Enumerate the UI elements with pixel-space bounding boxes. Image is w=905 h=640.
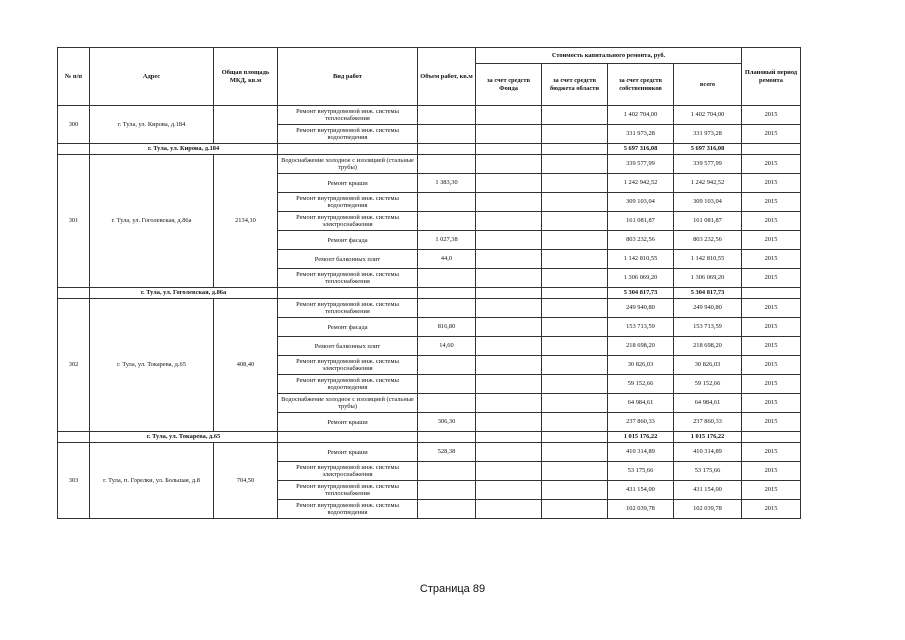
total-cost-cell: 331 973,28 [674,125,742,144]
table-body [58,106,801,519]
subtotal-budget-cell [542,432,608,443]
period-cell: 2015 [742,413,801,432]
subtotal-address-cell: г. Тула, ул. Токарева, д.65 [90,432,278,443]
period-cell: 2015 [742,500,801,519]
period-cell: 2015 [742,299,801,318]
owners-cost-cell: 102 039,78 [608,500,674,519]
subtotal-total-cell: 5 697 316,08 [674,144,742,155]
total-cost-cell: 1 402 704,00 [674,106,742,125]
subtotal-address-cell: г. Тула, ул. Кирова, д.184 [90,144,278,155]
total-cost-cell: 64 984,61 [674,394,742,413]
volume-cell [418,462,476,481]
table-row [58,106,801,125]
address-cell: г. Тула, ул. Гоголевская, д.86а [90,155,214,288]
work-type-cell: Ремонт внутридомовой инж. системы водоотведения [278,193,418,212]
period-cell: 2015 [742,462,801,481]
total-cost-cell: 249 940,80 [674,299,742,318]
total-cost-cell: 431 154,00 [674,481,742,500]
fund-cost-cell [476,413,542,432]
work-type-cell: Водоснабжение холодное с изоляцией (стальные трубы) [278,155,418,174]
fund-cost-cell [476,500,542,519]
fund-cost-cell [476,356,542,375]
budget-cost-cell [542,413,608,432]
fund-cost-cell [476,231,542,250]
total-cost-cell: 161 081,87 [674,212,742,231]
col-header-work-type: Вид работ [278,48,418,106]
owners-cost-cell: 237 860,33 [608,413,674,432]
owners-cost-cell: 309 103,04 [608,193,674,212]
table-row [58,299,801,318]
owners-cost-cell: 53 175,66 [608,462,674,481]
area-cell: 2134,10 [214,155,278,288]
owners-cost-cell: 161 081,87 [608,212,674,231]
budget-cost-cell [542,174,608,193]
budget-cost-cell [542,462,608,481]
col-header-volume: Объем работ, кв.м [418,48,476,106]
subtotal-owners-cell: 5 304 817,73 [608,288,674,299]
volume-cell [418,375,476,394]
volume-cell [418,193,476,212]
budget-cost-cell [542,299,608,318]
total-cost-cell: 153 713,59 [674,318,742,337]
work-type-cell: Ремонт фасада [278,318,418,337]
work-type-cell: Ремонт внутридомовой инж. системы водоотведения [278,125,418,144]
fund-cost-cell [476,462,542,481]
budget-cost-cell [542,155,608,174]
volume-cell: 528,38 [418,443,476,462]
total-cost-cell: 1 306 069,20 [674,269,742,288]
period-cell: 2015 [742,106,801,125]
subtotal-fund-cell [476,144,542,155]
fund-cost-cell [476,155,542,174]
period-cell: 2015 [742,125,801,144]
col-header-num: № п/п [58,48,90,106]
subtotal-period-cell [742,288,801,299]
subtotal-work-cell [278,288,418,299]
subtotal-total-cell: 5 304 817,73 [674,288,742,299]
owners-cost-cell: 30 826,03 [608,356,674,375]
col-header-budget: за счет средств бюджета области [542,64,608,106]
row-number-cell: 301 [58,155,90,288]
total-cost-cell: 339 577,99 [674,155,742,174]
budget-cost-cell [542,250,608,269]
period-cell: 2015 [742,394,801,413]
fund-cost-cell [476,193,542,212]
subtotal-total-cell: 1 015 176,22 [674,432,742,443]
work-type-cell: Ремонт внутридомовой инж. системы водоотведения [278,375,418,394]
subtotal-owners-cell: 5 697 316,08 [608,144,674,155]
col-header-fund: за счет средств Фонда [476,64,542,106]
volume-cell [418,299,476,318]
work-type-cell: Ремонт внутридомовой инж. системы электроснабжения [278,356,418,375]
fund-cost-cell [476,250,542,269]
fund-cost-cell [476,212,542,231]
budget-cost-cell [542,394,608,413]
owners-cost-cell: 1 306 069,20 [608,269,674,288]
subtotal-budget-cell [542,144,608,155]
work-type-cell: Ремонт крыши [278,174,418,193]
capital-repair-table [57,47,801,519]
fund-cost-cell [476,174,542,193]
budget-cost-cell [542,318,608,337]
period-cell: 2015 [742,356,801,375]
owners-cost-cell: 249 940,80 [608,299,674,318]
table-row [58,443,801,462]
subtotal-owners-cell: 1 015 176,22 [608,432,674,443]
work-type-cell: Ремонт внутридомовой инж. системы теплоснабжения [278,106,418,125]
col-header-area: Общая площадь МКД, кв.м [214,48,278,106]
table-row [58,155,801,174]
volume-cell [418,394,476,413]
subtotal-number-cell [58,144,90,155]
period-cell: 2015 [742,155,801,174]
work-type-cell: Ремонт внутридомовой инж. системы теплоснабжения [278,481,418,500]
owners-cost-cell: 1 242 942,52 [608,174,674,193]
page-number: Страница 89 [419,583,486,595]
subtotal-volume-cell [418,144,476,155]
owners-cost-cell: 64 984,61 [608,394,674,413]
subtotal-row [58,144,801,155]
fund-cost-cell [476,375,542,394]
total-cost-cell: 30 826,03 [674,356,742,375]
volume-cell [418,269,476,288]
period-cell: 2015 [742,337,801,356]
subtotal-fund-cell [476,288,542,299]
period-cell: 2015 [742,193,801,212]
address-cell: г. Тула, п. Горелки, ул. Большая, д.8 [90,443,214,519]
total-cost-cell: 1 242 942,52 [674,174,742,193]
volume-cell [418,125,476,144]
period-cell: 2015 [742,481,801,500]
fund-cost-cell [476,269,542,288]
subtotal-row [58,432,801,443]
work-type-cell: Ремонт внутридомовой инж. системы теплоснабжения [278,269,418,288]
work-type-cell: Ремонт внутридомовой инж. системы электроснабжения [278,212,418,231]
volume-cell [418,155,476,174]
work-type-cell: Ремонт внутридомовой инж. системы теплоснабжения [278,299,418,318]
volume-cell: 14,60 [418,337,476,356]
row-number-cell: 302 [58,299,90,432]
period-cell: 2015 [742,250,801,269]
volume-cell: 1 383,30 [418,174,476,193]
period-cell: 2015 [742,269,801,288]
fund-cost-cell [476,443,542,462]
volume-cell [418,500,476,519]
owners-cost-cell: 331 973,28 [608,125,674,144]
work-type-cell: Ремонт балконных плит [278,250,418,269]
work-type-cell: Водоснабжение холодное с изоляцией (стальные трубы) [278,394,418,413]
work-type-cell: Ремонт внутридомовой инж. системы водоотведения [278,500,418,519]
total-cost-cell: 237 860,33 [674,413,742,432]
work-type-cell: Ремонт фасада [278,231,418,250]
area-cell: 704,50 [214,443,278,519]
fund-cost-cell [476,299,542,318]
fund-cost-cell [476,337,542,356]
owners-cost-cell: 431 154,00 [608,481,674,500]
subtotal-row [58,288,801,299]
volume-cell [418,212,476,231]
owners-cost-cell: 153 713,59 [608,318,674,337]
period-cell: 2015 [742,174,801,193]
subtotal-budget-cell [542,288,608,299]
volume-cell: 306,30 [418,413,476,432]
total-cost-cell: 53 175,66 [674,462,742,481]
col-header-owners: за счет средств собственников [608,64,674,106]
work-type-cell: Ремонт крыши [278,443,418,462]
budget-cost-cell [542,443,608,462]
document-sheet [57,47,801,519]
total-cost-cell: 309 103,04 [674,193,742,212]
work-type-cell: Ремонт балконных плит [278,337,418,356]
volume-cell [418,481,476,500]
subtotal-number-cell [58,432,90,443]
work-type-cell: Ремонт внутридомовой инж. системы электроснабжения [278,462,418,481]
fund-cost-cell [476,481,542,500]
area-cell: 408,40 [214,299,278,432]
owners-cost-cell: 410 314,89 [608,443,674,462]
address-cell: г. Тула, ул. Токарева, д.65 [90,299,214,432]
budget-cost-cell [542,106,608,125]
fund-cost-cell [476,318,542,337]
total-cost-cell: 218 698,20 [674,337,742,356]
volume-cell: 1 027,38 [418,231,476,250]
subtotal-work-cell [278,432,418,443]
fund-cost-cell [476,106,542,125]
fund-cost-cell [476,394,542,413]
budget-cost-cell [542,356,608,375]
owners-cost-cell: 339 577,99 [608,155,674,174]
work-type-cell: Ремонт крыши [278,413,418,432]
col-header-period: Плановый период ремонта [742,48,801,106]
col-header-total: всего [674,64,742,106]
total-cost-cell: 102 039,78 [674,500,742,519]
total-cost-cell: 1 142 810,55 [674,250,742,269]
period-cell: 2015 [742,375,801,394]
col-header-cost-group: Стоимость капитального ремонта, руб. [476,48,742,64]
budget-cost-cell [542,231,608,250]
volume-cell [418,356,476,375]
period-cell: 2015 [742,318,801,337]
budget-cost-cell [542,269,608,288]
owners-cost-cell: 1 142 810,55 [608,250,674,269]
owners-cost-cell: 59 152,66 [608,375,674,394]
fund-cost-cell [476,125,542,144]
total-cost-cell: 803 232,56 [674,231,742,250]
volume-cell [418,106,476,125]
volume-cell: 44,0 [418,250,476,269]
subtotal-fund-cell [476,432,542,443]
period-cell: 2015 [742,212,801,231]
total-cost-cell: 410 314,89 [674,443,742,462]
budget-cost-cell [542,375,608,394]
subtotal-number-cell [58,288,90,299]
subtotal-volume-cell [418,288,476,299]
total-cost-cell: 59 152,66 [674,375,742,394]
subtotal-period-cell [742,432,801,443]
row-number-cell: 303 [58,443,90,519]
row-number-cell: 300 [58,106,90,144]
budget-cost-cell [542,481,608,500]
owners-cost-cell: 1 402 704,00 [608,106,674,125]
col-header-address: Адрес [90,48,214,106]
volume-cell: 816,80 [418,318,476,337]
period-cell: 2015 [742,443,801,462]
owners-cost-cell: 803 232,56 [608,231,674,250]
budget-cost-cell [542,125,608,144]
subtotal-volume-cell [418,432,476,443]
owners-cost-cell: 218 698,20 [608,337,674,356]
budget-cost-cell [542,500,608,519]
area-cell [214,106,278,144]
subtotal-work-cell [278,144,418,155]
period-cell: 2015 [742,231,801,250]
address-cell: г. Тула, ул. Кирова, д.184 [90,106,214,144]
budget-cost-cell [542,212,608,231]
budget-cost-cell [542,337,608,356]
subtotal-address-cell: г. Тула, ул. Гоголевская, д.86а [90,288,278,299]
budget-cost-cell [542,193,608,212]
subtotal-period-cell [742,144,801,155]
